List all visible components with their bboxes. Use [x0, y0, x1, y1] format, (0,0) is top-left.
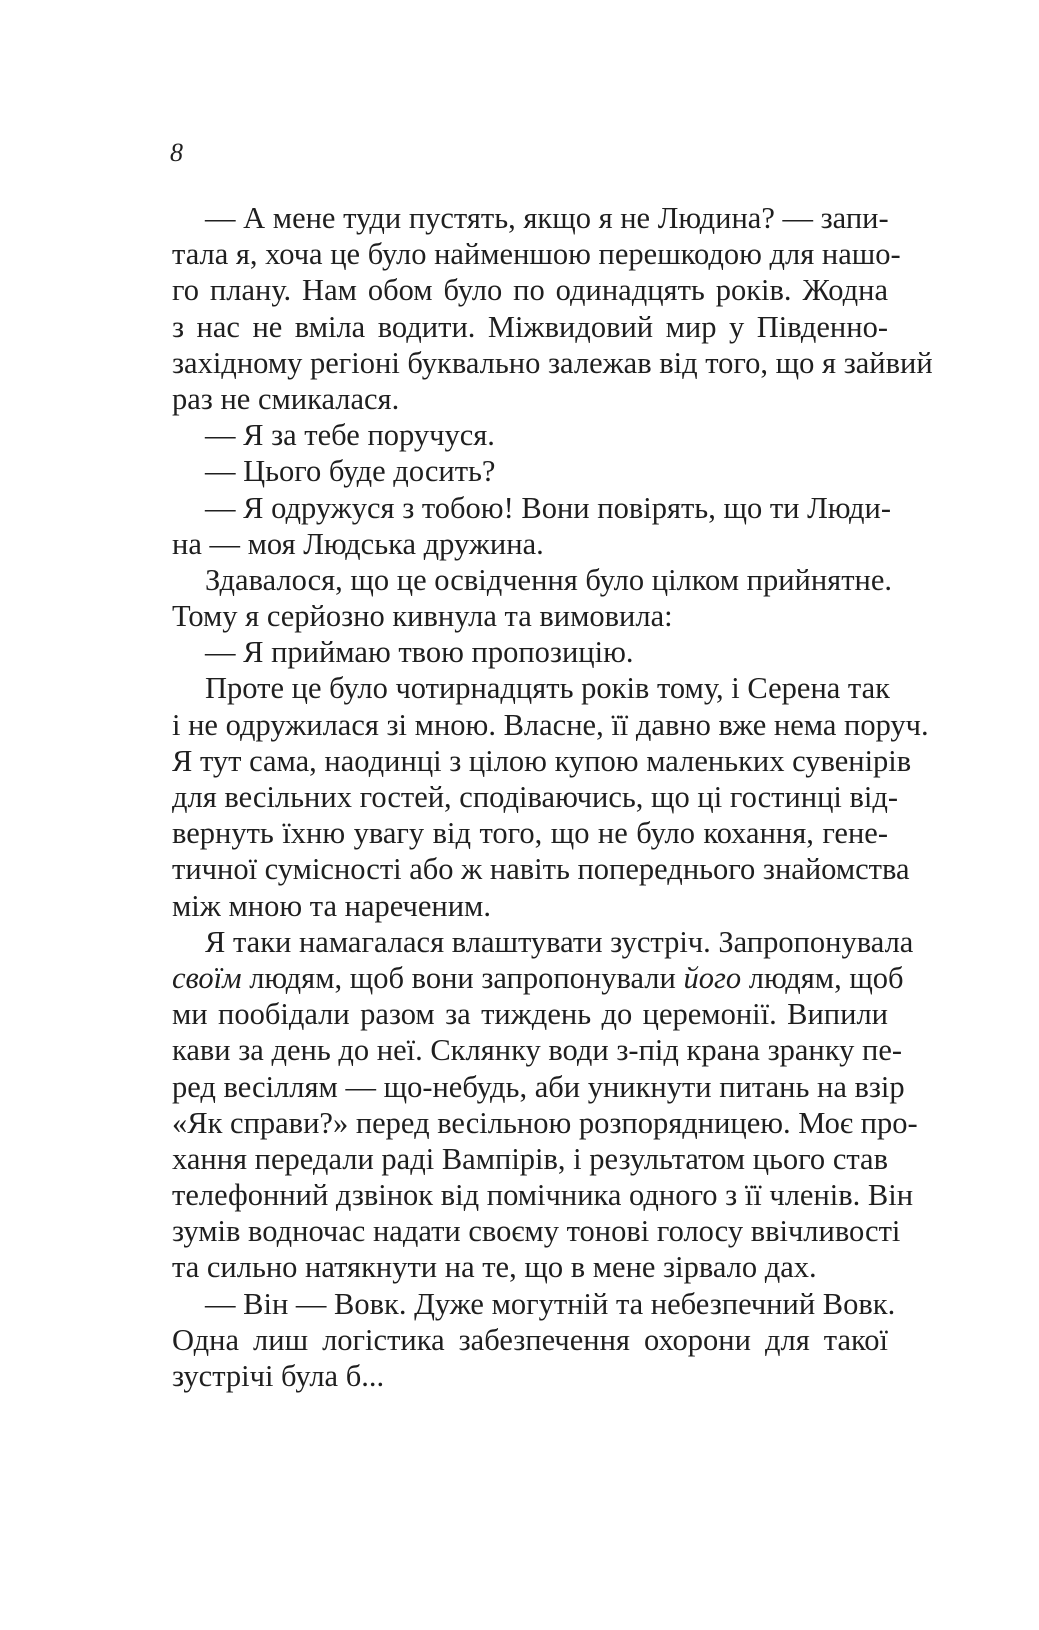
- text-line: на — моя Людська дружина.: [172, 526, 544, 561]
- text-line: ред весіллям — що-небудь, аби уникнути питань на взір: [172, 1069, 905, 1104]
- text-line-with-emphasis: [172, 960, 904, 996]
- text-line: Здавалося, що це освідчення було цілком прийнятне.: [205, 562, 893, 597]
- text-line: раз не смикалася.: [172, 381, 400, 416]
- text-line: Я таки намагалася влаштувати зустріч. Запропонувала: [205, 924, 914, 959]
- text-line: зумів водночас надати своєму тонові голосу ввічливості: [172, 1214, 901, 1249]
- text-line: — Я одружуся з тобою! Вони повірять, що ти Люди-: [205, 490, 892, 525]
- text-line: «Як справи?» перед весільною розпорядницею. Моє про-: [172, 1105, 918, 1140]
- text-line: го плану. Нам обом було по одинадцять років. Жодна: [172, 273, 888, 308]
- text-line: вернуть їхню увагу від того, що не було кохання, гене-: [172, 816, 888, 851]
- text-line: Проте це було чотирнадцять років тому, і Серена так: [205, 671, 890, 706]
- text-line: хання передали раді Вампірів, і результатом цього став: [172, 1141, 888, 1176]
- text-line: Тому я серйозно кивнула та вимовила:: [172, 599, 673, 634]
- text-line: телефонний дзвінок від помічника одного з її членів. Він: [172, 1178, 914, 1213]
- text-line: Я тут сама, наодинці з цілою купою маленьких сувенірів: [172, 743, 912, 778]
- text-line: і не одружилася зі мною. Власне, її давно вже нема поруч.: [172, 707, 929, 742]
- text-line: — Він — Вовк. Дуже могутній та небезпечний Вовк.: [205, 1286, 896, 1321]
- text-line: тичної сумісності або ж навіть попереднього знайомства: [172, 852, 910, 887]
- text-line: тала я, хоча це було найменшою перешкодою для нашо-: [172, 237, 901, 272]
- text-line: зустрічі була б...: [172, 1359, 385, 1393]
- emphasis-text: своїм: [172, 960, 242, 995]
- text-line: ми пообідали разом за тиждень до церемонії. Випили: [172, 997, 888, 1032]
- text-line: кави за день до неї. Склянку води з-під крана зранку пе-: [172, 1033, 903, 1068]
- text-line: західному регіоні буквально залежав від того, що я зайвий: [172, 345, 933, 380]
- emphasis-text: його: [683, 960, 742, 995]
- page-number: 8: [170, 138, 183, 167]
- text-line: — Цього буде досить?: [205, 454, 496, 489]
- text-line: з нас не вміла водити. Міжвидовий мир у Південно-: [172, 309, 888, 344]
- text-fragment: людям, щоб: [741, 960, 904, 995]
- text-line: та сильно натякнути на те, що в мене зірвало дах.: [172, 1250, 817, 1285]
- text-line: — А мене туди пустять, якщо я не Людина? — запи-: [205, 201, 889, 235]
- text-line: — Я за тебе поручуся.: [205, 418, 495, 453]
- text-fragment: людям, щоб вони запропонували: [241, 960, 684, 995]
- text-line: — Я приймаю твою пропозицію.: [205, 635, 634, 670]
- text-line: між мною та нареченим.: [172, 888, 491, 923]
- body-text: [172, 200, 933, 1394]
- text-line: для весільних гостей, сподіваючись, що ці гостинці від-: [172, 780, 899, 814]
- text-line: Одна лиш логістика забезпечення охорони для такої: [172, 1322, 888, 1357]
